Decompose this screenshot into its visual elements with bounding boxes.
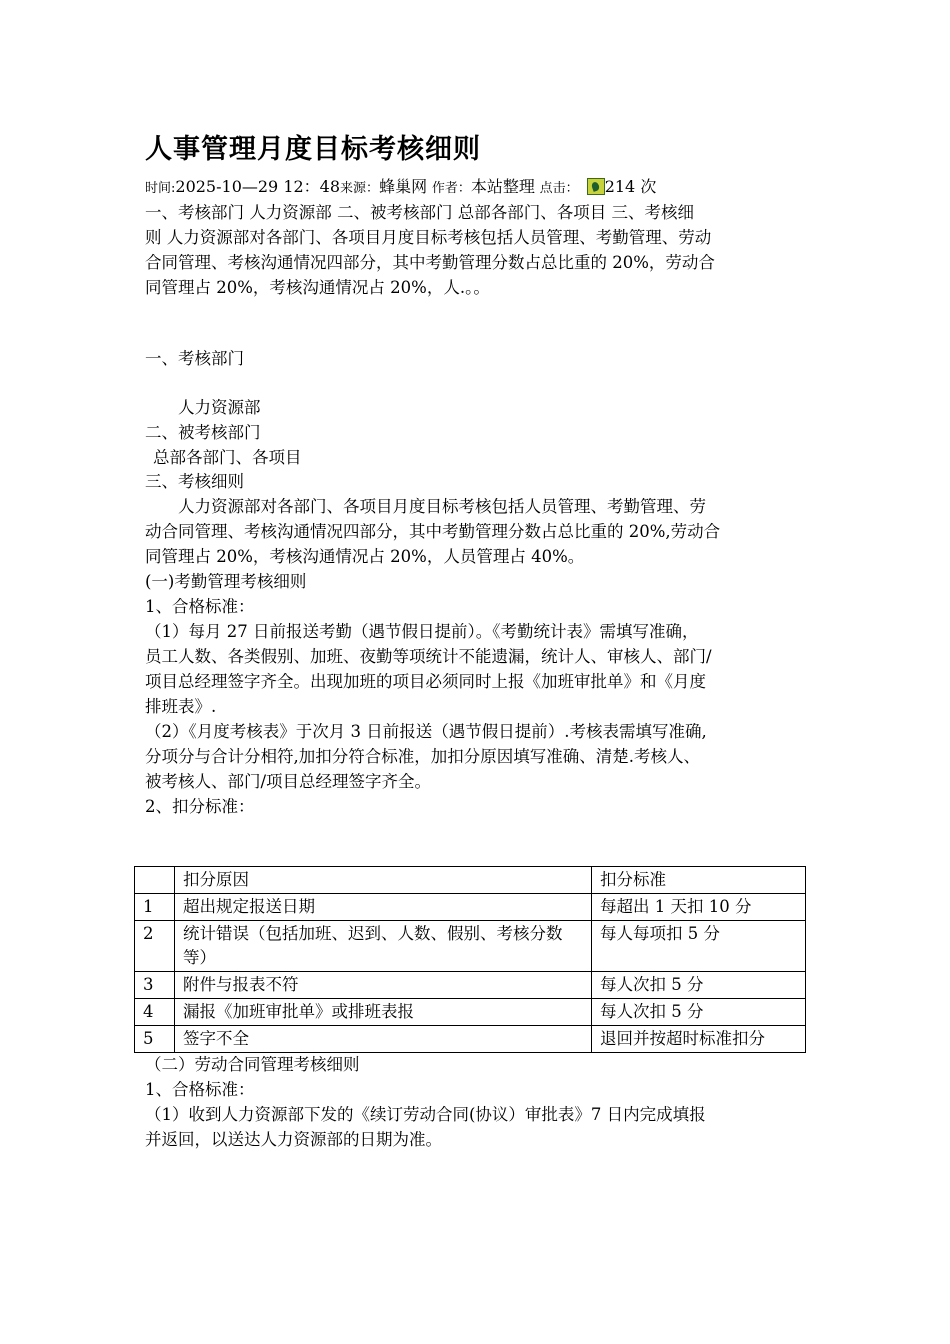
attendance-item-line: 被考核人、部门/项目总经理签字齐全。 [145,772,432,791]
clicks-label: 点击： [539,181,579,196]
table-cell: 1 [135,894,175,921]
table-cell: 5 [135,1026,175,1053]
source-value: 蜂巢网 [379,177,428,196]
table-cell: 每人次扣 5 分 [592,999,806,1026]
attendance-item-line: （2）《月度考核表》于次月 3 日前报送（遇节假日提前）.考核表需填写准确, [145,722,707,741]
article-meta [145,176,656,200]
section-3-heading: 三、考核细则 [145,472,244,491]
summary-paragraph [145,200,810,300]
time-value: 2025-10—29 12：48 [175,177,341,196]
section-3-line: 动合同管理、考核沟通情况四部分，其中考勤管理分数占总比重的 20%,劳动合 [145,522,721,541]
contract-standard-heading: 1、合格标准： [145,1080,255,1099]
table-header-cell [135,867,175,894]
table-cell: 4 [135,999,175,1026]
table-header-row [135,867,806,894]
section-1-heading: 一、考核部门 [145,349,244,368]
table-cell: 附件与报表不符 [175,972,592,999]
table-cell: 每人每项扣 5 分 [592,921,806,972]
click-counter-icon [587,178,605,195]
attendance-item-line: 分项分与合计分相符,加扣分符合标准，加扣分原因填写准确、清楚.考核人、 [145,747,700,766]
section-3-line: 人力资源部对各部门、各项目月度目标考核包括人员管理、考勤管理、劳 [178,497,706,516]
table-row [135,1026,806,1053]
section-3 [145,469,810,819]
attendance-item-line: 排班表》. [145,697,217,716]
time-label: 时间: [145,181,176,196]
deduction-heading: 2、扣分标准： [145,797,255,816]
table-header-cell: 扣分原因 [175,867,592,894]
section-1-body: 人力资源部 [178,398,261,417]
table-header-cell: 扣分标准 [592,867,806,894]
table-row [135,999,806,1026]
author-value: 本站整理 [470,177,535,196]
table-cell: 签字不全 [175,1026,592,1053]
section-3-line: 同管理占 20%，考核沟通情况占 20%，人员管理占 40%。 [145,547,585,566]
attendance-item-line: 项目总经理签字齐全。出现加班的项目必须同时上报《加班审批单》和《月度 [145,672,706,691]
table-cell: 超出规定报送日期 [175,894,592,921]
table-cell: 每人次扣 5 分 [592,972,806,999]
table-cell: 3 [135,972,175,999]
summary-line: 同管理占 20%，考核沟通情况占 20%，人.。。 [145,278,490,297]
table-cell: 2 [135,921,175,972]
section-2-body: 总部各部门、各项目 [153,448,302,467]
summary-line: 则 人力资源部对各部门、各项目月度目标考核包括人员管理、考勤管理、劳动 [145,228,712,247]
table-cell: 退回并按超时标准扣分 [592,1026,806,1053]
contract-item-line: （1）收到人力资源部下发的《续订劳动合同(协议）审批表》7 日内完成填报 [145,1105,706,1124]
section-2-heading: 二、被考核部门 [145,423,261,442]
attendance-standard-heading: 1、合格标准： [145,597,255,616]
table-row [135,894,806,921]
author-label: 作者： [431,181,471,196]
clicks-value: 214 次 [604,177,657,196]
contract-section [145,1052,810,1152]
contract-heading: （二）劳动合同管理考核细则 [145,1055,360,1074]
attendance-item-line: 员工人数、各类假别、加班、夜勤等项统计不能遗漏，统计人、审核人、部门/ [145,647,712,666]
table-row [135,921,806,972]
deduction-table [134,866,806,1053]
table-cell: 每超出 1 天扣 10 分 [592,894,806,921]
page-title: 人事管理月度目标考核细则 [145,134,481,165]
attendance-item-line: （1）每月 27 日前报送考勤（遇节假日提前）。《考勤统计表》需填写准确， [145,622,699,641]
summary-line: 一、考核部门 人力资源部 二、被考核部门 总部各部门、各项目 三、考核细 [145,203,694,222]
table-row [135,972,806,999]
summary-line: 合同管理、考核沟通情况四部分，其中考勤管理分数占总比重的 20%，劳动合 [145,253,715,272]
table-cell: 统计错误（包括加班、迟到、人数、假别、考核分数等） [175,921,592,972]
table-cell: 漏报《加班审批单》或排班表报 [175,999,592,1026]
attendance-heading: (一)考勤管理考核细则 [145,572,307,591]
contract-item-line: 并返回，以送达人力资源部的日期为准。 [145,1130,442,1149]
source-label: 来源： [340,181,380,196]
